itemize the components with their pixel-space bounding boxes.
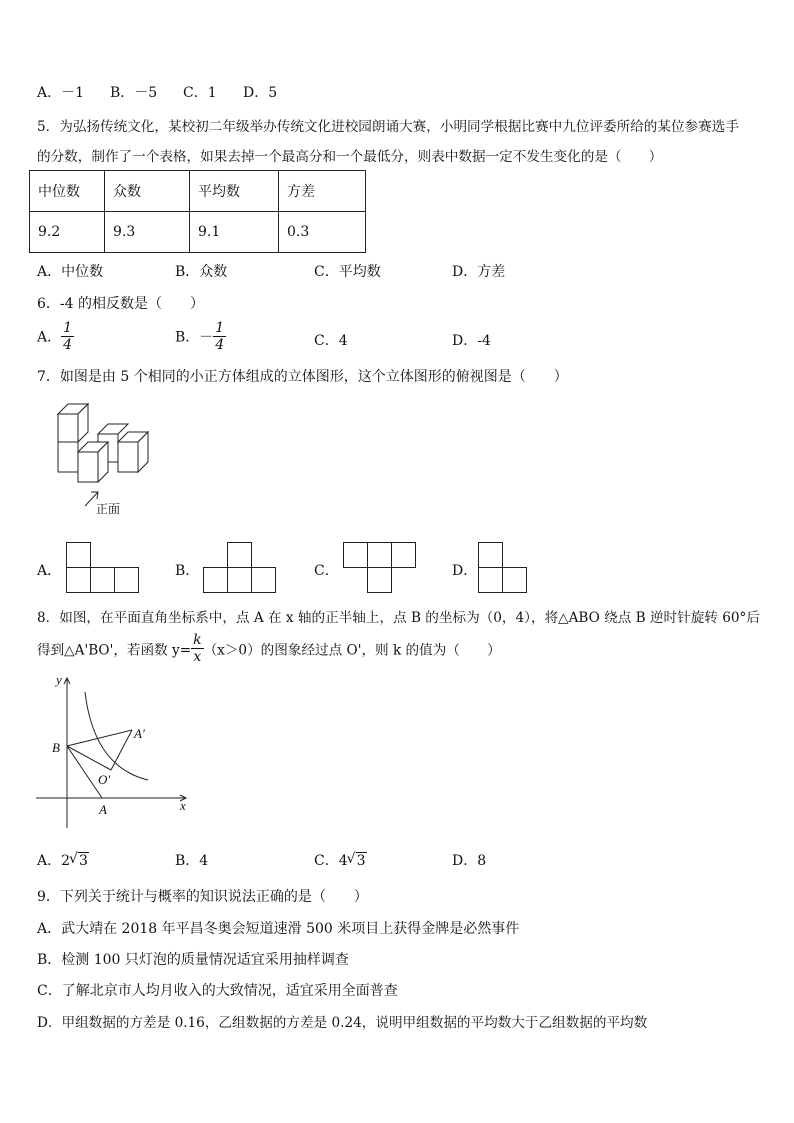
table-row xyxy=(30,171,366,212)
fraction-denominator: x xyxy=(193,649,202,665)
q7-option-d-label: D． xyxy=(452,563,478,579)
q4-option-d: D．5 xyxy=(243,85,278,101)
q6-option-b xyxy=(175,320,226,353)
q5-stem-line1: 5．为弘扬传统文化，某校初二年级举办传统文化进校园朗诵大赛，小明同学根据比赛中九位评委所给的某位参赛选手 xyxy=(37,119,739,135)
q9-option-a: A．武大靖在 2018 年平昌冬奥会短道速滑 500 米项目上获得金牌是必然事件 xyxy=(37,921,520,937)
table-cell-median: 9.2 xyxy=(30,212,105,253)
point-label-a-prime: A′ xyxy=(134,726,145,741)
q4-option-c: C．1 xyxy=(183,85,217,101)
front-view-label: 正面 xyxy=(96,502,121,516)
point-label-b: B xyxy=(52,740,60,755)
q8-option-a xyxy=(37,850,89,870)
q6-option-d: D．-4 xyxy=(452,333,491,349)
q6-option-b-sign: － xyxy=(199,329,214,346)
q6-fraction-b xyxy=(213,320,226,353)
table-header-variance: 方差 xyxy=(279,171,366,212)
q7-option-d-figure xyxy=(478,542,528,594)
table-row xyxy=(30,212,366,253)
q4-option-b: B．－5 xyxy=(110,85,158,101)
q5-stem-line2: 的分数，制作了一个表格，如果去掉一个最高分和一个最低分，则表中数据一定不发生变化的是（ ） xyxy=(37,149,663,165)
q5-option-b: B．众数 xyxy=(175,264,228,280)
table-header-mode: 众数 xyxy=(105,171,190,212)
table-header-mean: 平均数 xyxy=(190,171,279,212)
q6-option-a-label: A． xyxy=(37,329,62,346)
table-header-median: 中位数 xyxy=(30,171,105,212)
q8-option-d: D．8 xyxy=(452,853,487,869)
q6-option-a xyxy=(37,320,74,353)
q8-option-c-label: C．4 xyxy=(314,853,348,869)
q8-stem-pre: 得到△A'BO'，若函数 y= xyxy=(37,642,192,659)
q8-stem-post: （x＞0）的图象经过点 O'，则 k 的值为（ ） xyxy=(203,642,501,659)
point-label-o-prime: O′ xyxy=(98,772,111,787)
table-cell-variance: 0.3 xyxy=(279,212,366,253)
fraction-numerator: k xyxy=(193,632,202,648)
fraction-denominator: 4 xyxy=(215,337,225,353)
q8-fraction xyxy=(191,632,203,665)
q7-option-a-figure xyxy=(66,542,140,594)
fraction-numerator: 1 xyxy=(215,320,225,336)
q6-option-c: C．4 xyxy=(314,333,348,349)
fraction-denominator: 4 xyxy=(63,337,73,353)
q8-stem-line1: 8．如图，在平面直角坐标系中，点 A 在 x 轴的正半轴上，点 B 的坐标为（0，4），将△ABO 绕点 B 逆时针旋转 60°后 xyxy=(37,610,760,626)
q4-option-a: A．－1 xyxy=(37,85,85,101)
axis-label-y: y xyxy=(56,672,62,687)
q6-option-b-label: B． xyxy=(175,329,200,346)
q7-option-a-label: A． xyxy=(37,563,62,579)
q9-option-d: D．甲组数据的方差是 0.16，乙组数据的方差是 0.24，说明甲组数据的平均数大于乙组数据的平均数 xyxy=(37,1015,648,1031)
q8-option-b: B．4 xyxy=(175,853,209,869)
q5-stats-table xyxy=(29,170,366,253)
table-cell-mode: 9.3 xyxy=(105,212,190,253)
q5-option-a: A．中位数 xyxy=(37,264,104,280)
q8-option-a-label: A．2 xyxy=(37,853,71,869)
q7-option-b-figure xyxy=(203,542,277,594)
q7-option-c-label: C． xyxy=(314,563,339,579)
axis-label-x: x xyxy=(180,798,186,813)
q9-option-c: C．了解北京市人均月收入的大致情况，适宜采用全面普查 xyxy=(37,983,398,999)
q8-coordinate-figure xyxy=(36,672,196,832)
q7-option-b-label: B． xyxy=(175,563,200,579)
q8-option-c-radicand: √ 3 xyxy=(356,852,367,869)
q8-option-c xyxy=(314,850,367,870)
q9-stem: 9．下列关于统计与概率的知识说法正确的是（ ） xyxy=(37,889,368,905)
q5-option-c: C．平均数 xyxy=(314,264,381,280)
q8-option-a-radicand: √ 3 xyxy=(78,852,89,869)
q5-option-d: D．方差 xyxy=(452,264,506,280)
q6-fraction-a xyxy=(61,320,74,353)
q7-stem: 7．如图是由 5 个相同的小正方体组成的立体图形，这个立体图形的俯视图是（ ） xyxy=(37,369,568,385)
table-cell-mean: 9.1 xyxy=(190,212,279,253)
q8-stem-line2 xyxy=(37,632,501,665)
q9-option-b: B．检测 100 只灯泡的质量情况适宜采用抽样调查 xyxy=(37,952,349,968)
q6-stem: 6．-4 的相反数是（ ） xyxy=(37,296,204,312)
point-label-a: A xyxy=(99,802,107,817)
q7-option-c-figure xyxy=(343,542,417,594)
fraction-numerator: 1 xyxy=(63,320,73,336)
